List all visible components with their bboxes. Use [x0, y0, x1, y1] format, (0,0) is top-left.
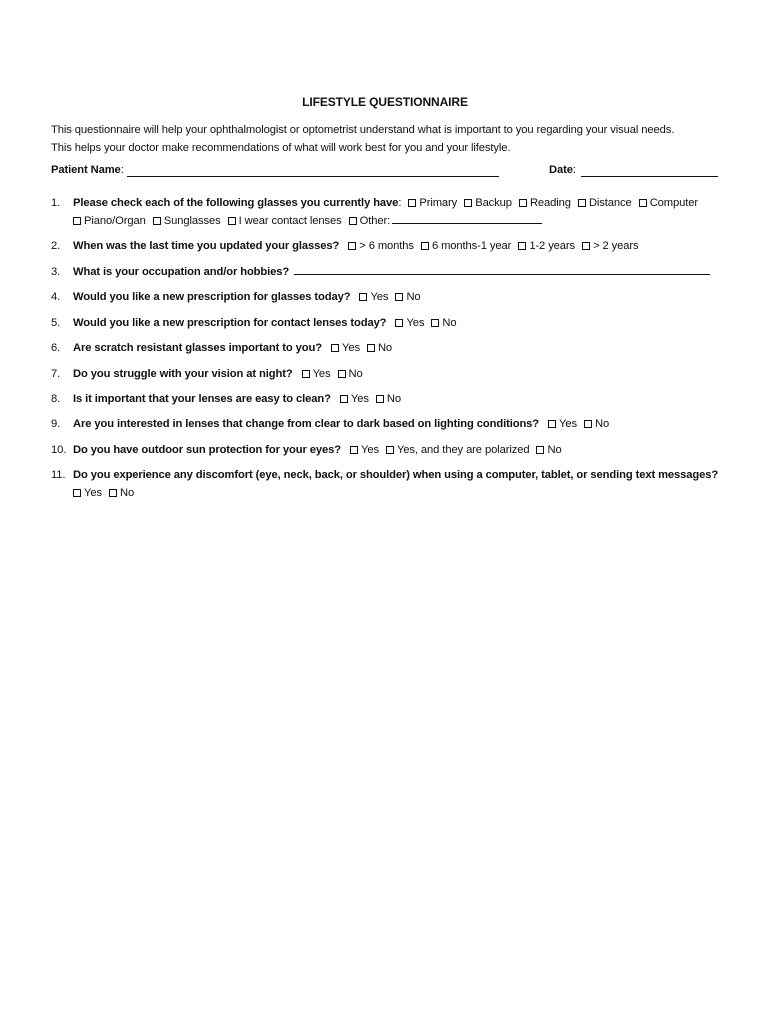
option-label: > 2 years [593, 240, 639, 252]
option-label: No [595, 418, 610, 430]
patient-name-label: Patient Name [51, 164, 121, 176]
option-piano-organ[interactable] [73, 212, 146, 230]
option-6-months-1-year[interactable] [421, 237, 511, 255]
question-body [73, 415, 743, 433]
checkbox-icon[interactable] [464, 199, 472, 207]
checkbox-icon[interactable] [109, 489, 117, 497]
checkbox-icon[interactable] [350, 446, 358, 454]
checkbox-icon[interactable] [408, 199, 416, 207]
question-label: Would you like a new prescription for contact lenses today? [73, 317, 387, 329]
option-contact-lenses[interactable] [228, 212, 342, 230]
option-label: No [442, 317, 457, 329]
option-label: 6 months-1 year [431, 240, 512, 252]
option-label: Primary [419, 197, 458, 209]
checkbox-icon[interactable] [340, 395, 348, 403]
question-number: 2. [51, 240, 61, 252]
question-body [73, 237, 743, 255]
checkbox-icon[interactable] [386, 446, 394, 454]
option-label: No [386, 393, 401, 405]
question-label: When was the last time you updated your glasses? [73, 240, 340, 252]
option-label: Yes [312, 368, 331, 380]
option-label: No [406, 291, 421, 303]
question-label: What is your occupation and/or hobbies? [73, 266, 290, 278]
checkbox-icon[interactable] [331, 344, 339, 352]
option-yes[interactable] [302, 365, 331, 383]
checkbox-icon[interactable] [519, 199, 527, 207]
option-no[interactable] [109, 484, 134, 502]
option-reading[interactable] [519, 194, 571, 212]
patient-info-row [51, 164, 731, 180]
checkbox-icon[interactable] [153, 217, 161, 225]
checkbox-icon[interactable] [395, 319, 403, 327]
date-field[interactable] [581, 166, 718, 177]
option-yes[interactable] [73, 484, 102, 502]
option-no[interactable] [431, 314, 456, 332]
question-options-row-2 [73, 212, 743, 230]
question-body [73, 390, 743, 408]
option-primary[interactable] [408, 194, 457, 212]
question-body [73, 194, 743, 230]
question-number: 9. [51, 418, 61, 430]
question-number: 8. [51, 393, 61, 405]
option-label: Backup [475, 197, 512, 209]
option-no[interactable] [376, 390, 401, 408]
option-yes[interactable] [548, 415, 577, 433]
question-label: Are you interested in lenses that change from clear to dark based on lighting conditions? [73, 418, 540, 430]
question-body [73, 339, 743, 357]
option-backup[interactable] [464, 194, 512, 212]
question-number: 3. [51, 266, 61, 278]
checkbox-icon[interactable] [431, 319, 439, 327]
intro-line-2: This helps your doctor make recommendations of what will work best for you and your lifestyle. [51, 142, 511, 154]
checkbox-icon[interactable] [582, 242, 590, 250]
date-colon: : [572, 164, 576, 176]
checkbox-icon[interactable] [376, 395, 384, 403]
question-colon: : [398, 197, 402, 209]
option-label: Reading [529, 197, 571, 209]
option-label: Yes [370, 291, 389, 303]
option-label: No [377, 342, 393, 354]
occupation-text-field[interactable] [294, 264, 710, 275]
option-yes-polarized[interactable] [386, 441, 529, 459]
checkbox-icon[interactable] [73, 489, 81, 497]
question-body [73, 466, 743, 502]
option-yes[interactable] [359, 288, 388, 306]
option-label: Sunglasses [163, 215, 221, 227]
checkbox-icon[interactable] [421, 242, 429, 250]
option-label: No [119, 487, 135, 499]
patient-name-field[interactable] [127, 166, 499, 177]
option-label: Computer [649, 197, 699, 209]
date-group [549, 164, 576, 176]
question-label: Do you experience any discomfort (eye, neck, back, or shoulder) when using a computer, tablet, or sending text messages? [73, 469, 719, 481]
question-label: Are scratch resistant glasses important to you? [73, 342, 322, 354]
question-number: 11. [51, 469, 66, 481]
checkbox-icon[interactable] [348, 242, 356, 250]
option-label: 1-2 years [529, 240, 576, 252]
option-label: No [547, 444, 562, 456]
option-yes[interactable] [395, 314, 424, 332]
option-other[interactable] [349, 212, 543, 230]
question-body [73, 288, 743, 306]
checkbox-icon[interactable] [302, 370, 310, 378]
option-label: Yes [361, 444, 379, 456]
checkbox-icon[interactable] [584, 420, 592, 428]
question-number: 6. [51, 342, 61, 354]
question-number: 7. [51, 368, 61, 380]
checkbox-icon[interactable] [338, 370, 346, 378]
option-no[interactable] [367, 339, 392, 357]
checkbox-icon[interactable] [367, 344, 375, 352]
option-label: Piano/Organ [84, 215, 146, 227]
option-over-2-years[interactable] [582, 237, 638, 255]
intro-line-1: This questionnaire will help your ophthalmologist or optometrist understand what is important to you regarding your visual needs. [51, 124, 675, 136]
question-number: 1. [51, 197, 61, 209]
checkbox-icon[interactable] [359, 293, 367, 301]
question-body [73, 365, 743, 383]
question-body [73, 263, 743, 281]
option-label: Yes [559, 418, 577, 430]
option-label: Yes [341, 342, 360, 354]
checkbox-icon[interactable] [228, 217, 236, 225]
option-no[interactable] [395, 288, 420, 306]
question-label: Do you have outdoor sun protection for your eyes? [73, 444, 341, 456]
option-no[interactable] [338, 365, 363, 383]
option-sunglasses[interactable] [153, 212, 221, 230]
patient-name-colon: : [120, 164, 124, 176]
question-number: 4. [51, 291, 61, 303]
question-options-row-1 [73, 194, 743, 212]
option-yes[interactable] [350, 441, 379, 459]
option-label: Yes [406, 317, 425, 329]
option-label: No [348, 368, 363, 380]
question-label: Is it important that your lenses are easy to clean? [73, 393, 331, 405]
option-label: Other: [359, 215, 391, 227]
option-computer[interactable] [639, 194, 698, 212]
checkbox-icon[interactable] [395, 293, 403, 301]
option-label: Distance [588, 197, 632, 209]
option-label: Yes, and they are polarized [396, 444, 530, 456]
question-number: 5. [51, 317, 61, 329]
question-options-row [73, 484, 743, 502]
date-label: Date [549, 164, 573, 176]
checkbox-icon[interactable] [73, 217, 81, 225]
question-label: Would you like a new prescription for glasses today? [73, 291, 351, 303]
checkbox-icon[interactable] [639, 199, 647, 207]
question-label: Do you struggle with your vision at night? [73, 368, 293, 380]
question-number: 10. [51, 444, 67, 456]
page-title: LIFESTYLE QUESTIONNAIRE [302, 95, 468, 109]
checkbox-icon[interactable] [548, 420, 556, 428]
checkbox-icon[interactable] [536, 446, 544, 454]
checkbox-icon[interactable] [349, 217, 357, 225]
option-no[interactable] [536, 441, 561, 459]
option-label: > 6 months [359, 240, 414, 252]
option-no[interactable] [584, 415, 609, 433]
option-distance[interactable] [578, 194, 632, 212]
intro-text [51, 121, 741, 157]
checkbox-icon[interactable] [518, 242, 526, 250]
patient-name-group [51, 164, 124, 176]
option-label: Yes [84, 487, 102, 499]
question-body [73, 314, 743, 332]
option-yes[interactable] [340, 390, 369, 408]
option-label: Yes [350, 393, 369, 405]
question-label: Please check each of the following glasses you currently have [73, 197, 399, 209]
other-text-field[interactable] [392, 213, 542, 224]
option-1-2-years[interactable] [518, 237, 575, 255]
option-yes[interactable] [331, 339, 360, 357]
option-label: I wear contact lenses [238, 215, 342, 227]
question-body [73, 441, 743, 459]
checkbox-icon[interactable] [578, 199, 586, 207]
option-over-6-months[interactable] [348, 237, 414, 255]
